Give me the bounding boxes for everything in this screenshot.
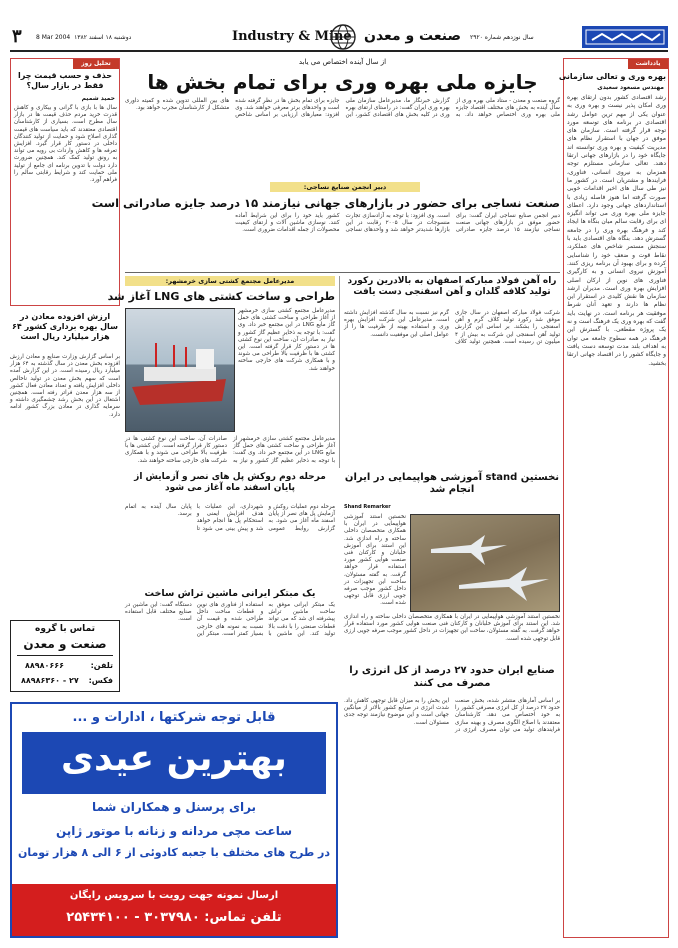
editorial-column (558, 58, 669, 938)
analysis-text: سال ها با بازی با گرانی و بیکاری و کاهش قدرت خرید مردم حذف قیمت ها در بازار سال مطرح است. بسیاری از کارشناسان اقتصادی معتقدند که باید سیاست های قیمت گذاری اصلاح شود و حمایت از تولید کنندگان داخلی در دستور کار قرار گیرد. افزایش تعرفه ها و کاهش واردات بی رویه می تواند به رونق تولید کمک کند. همچنین ضرورت دارد دولت با تدوین برنامه ای جامع از تولید ملی حمایت کند و شرایط رقابتی سالم را فراهم آورد. (14, 105, 117, 184)
editorial-headline: بهره وری و تعالی سازمانی (558, 72, 666, 81)
contact-title: تماس با گروه (35, 624, 95, 634)
contact-box (10, 620, 120, 692)
issue-number: سال نوزدهم شماره ۲۹۲۰ (470, 34, 534, 41)
mine-value-text: بر اساس گزارش وزارت صنایع و معادن ارزش افزوده بخش معدن در سال گذشته به ۶۴ هزار میلیارد ریال رسیده است. در این گزارش آمده است که سهم بخش معدن در تولید ناخالص داخلی افزایش یافته و تعداد معادن فعال کشور از سه هزار معدن فراتر رفته است. همچنین اشتغال در این بخش رشد چشمگیری داشته و سرمایه گذاری در معادن بزرگ کشور ادامه دارد. (10, 354, 120, 418)
lng-headline: طراحی و ساخت کشتی های LNG آغاز شد (107, 290, 335, 303)
lng-text-continued: مدیرعامل مجتمع کشتی سازی خرمشهر از آغاز طراحی و ساخت کشتی های حمل گاز مایع LNG در این مجتمع خبر داد. وی گفت: با توجه به ذخایر عظیم گاز کشور و نیاز به صادرات آن، ساخت این نوع کشتی ها در دستور کار قرار گرفته است. این کشتی ها با ظرفیت بالا طراحی می شوند و با همکاری شرکت های خارجی ساخته خواهند شد. (125, 436, 336, 464)
editorial-tag: یادداشت (628, 59, 668, 69)
fax-label: فکس: (88, 676, 113, 685)
newspaper-logo (582, 26, 668, 48)
page-header (10, 22, 668, 52)
energy-headline: صنایع ایران حدود ۲۷ درصد از کل انرژی را مصرف می کنند (349, 665, 555, 689)
steel-headline: راه آهن فولاد مبارکه اصفهان به بالادرین رکورد تولید کلافه گلدان و آهن اسفنجی دست یافت (347, 276, 557, 297)
bridge-text: مرحله دوم عملیات روکش و آزمایش پل های نصر از پایان اسفند ماه آغاز می شود. به گزارش روابط عمومی شهرداری، این عملیات با هدف افزایش ایمنی و استحکام پل ها انجام خواهد شد و پیش بینی می شود تا پایان سال آینده به اتمام برسد. (125, 504, 335, 532)
analysis-headline: حذف و حسب قیمت چرا فقط در بازار سال؟ (18, 71, 112, 90)
fax-value: ۸۸۹۸۶۳۶۰ - ۲۷ (21, 676, 79, 685)
steel-text: شرکت فولاد مبارکه اصفهان در سال جاری موفق شد رکورد تولید کلاف گرم و آهن اسفنجی را بشکند. بر اساس این گزارش تولید آهن اسفنجی این شرکت به بیش از ۴ میلیون تن رسیده است. همچنین تولید کلاف گرم نیز نسبت به سال گذشته افزایش داشته است. مدیرعامل این شرکت افزایش بهره وری و استفاده بهینه از ظرفیت ها را از عوامل اصلی این موفقیت دانست. (344, 310, 560, 345)
main-kicker: از سال آینده اختصاص می یابد (298, 58, 387, 66)
stand-headline: نخستین stand آموزشی هواپیمایی در ایران انجام شد (344, 472, 560, 495)
tel-label: تلفن: (90, 661, 113, 670)
page-number: ۳ (12, 26, 22, 47)
main-headline: جایزه ملی بهره وری برای تمام بخش ها (147, 70, 538, 94)
ad-title: بهترین عیدی (61, 738, 287, 779)
watch-advertisement (10, 702, 338, 938)
header-date: 8 Mar 2004 دوشنبه ۱۸ اسفند ۱۳۸۲ (36, 34, 132, 41)
editorial-text: رشد اقتصادی کشور بدون ارتقای بهره وری امکان پذیر نیست و بهره وری به عنوان یکی از مهم ترین عوامل رشد اقتصادی در برنامه های توسعه مورد توجه قرار گرفته است. سازمان های موفق در جهان با استقرار نظام های مدیریت کیفیت و بهره وری توانسته اند جایگاه خود را در بازارهای جهانی ارتقا دهند. تعالی سازمانی مستلزم توجه همزمان به نیروی انسانی، فناوری، فرایندها و مشتریان است. در کشور ما نیز طی سال های اخیر اقدامات خوبی صورت گرفته اما هنوز فاصله زیادی با استانداردهای جهانی وجود دارد. اعطای جایزه ملی بهره وری می تواند انگیزه ای برای رقابت سالم میان بنگاه ها ایجاد کند و فرهنگ بهره وری را در جامعه گسترش دهد. بنگاه های اقتصادی باید با سنجش مستمر شاخص های عملکرد، نقاط قوت و ضعف خود را شناسایی کرده و برای بهبود آن برنامه ریزی کنند. آموزش نیروی انسانی و به کارگیری فناوری های نوین از ارکان اصلی افزایش بهره وری است. مدیران ارشد سازمان ها نقش کلیدی در استقرار این نظام ها دارند و تعهد آنان شرط موفقیت هر برنامه است. در نهایت باید گفت که بهره وری یک فرهنگ است و نه یک پروژه مقطعی. با گسترش این فرهنگ در همه سطوح جامعه می توان به اهداف بلند مدت توسعه دست یافت و جایگاه کشور را در اقتصاد جهانی ارتقا بخشید. (567, 94, 666, 367)
aircraft-photo (410, 514, 560, 612)
textile-text: دبیر انجمن صنایع نساجی ایران گفت: برای حضور موفق در بازارهای جهانی صنعت نساجی نیازمند ۱۵ درصد جایزه صادراتی است. وی افزود: با توجه به آزادسازی تجارت منسوجات در سال ۲۰۰۵ رقابت در این بازارها شدیدتر خواهد شد و واحدهای نساجی کشور باید خود را برای این شرایط آماده کنند. نوسازی ماشین آلات و ارتقای کیفیت محصولات از جمله اقدامات ضروری است. (235, 213, 560, 234)
analysis-author: حمید شمیم (81, 95, 115, 102)
lng-ship-photo (125, 308, 235, 432)
machine-text: یک مبتکر ایرانی موفق به ساخت ماشین تراش پیشرفته ای شد که می تواند قطعات صنعتی را با دقت بالا تولید کند. این ماشین با استفاده از فناوری های نوین و قطعات ساخت داخل طراحی شده و قیمت آن نسبت به نمونه های خارجی بسیار کمتر است. مبتکر این دستگاه گفت: این ماشین در صنایع مختلف قابل استفاده است. (125, 602, 335, 637)
section-divider (125, 272, 560, 273)
stand-text: نخستین استند آموزشی هواپیمایی در ایران با همکاری متخصصان داخلی ساخته و راه اندازی شد. این استند برای آموزش خلبانان و کارکنان فنی صنعت هوایی کشور مورد استفاده قرار خواهد گرفت. به گفته مسئولان، ساخت این تجهیزات در داخل کشور موجب صرفه جویی ارزی قابل توجهی شده است. (344, 514, 406, 607)
ad-line5: ارسال نمونه جهت رویت با سرویس رایگان (69, 890, 279, 901)
stand-caption: Shand Remarker (344, 504, 391, 510)
analysis-tag: تحلیل روز (73, 59, 119, 69)
lng-text: مدیرعامل مجتمع کشتی سازی خرمشهر از آغاز طراحی و ساخت کشتی های حمل گاز مایع LNG در این مجتمع خبر داد. وی گفت: با توجه به ذخایر عظیم گاز کشور و نیاز به صادرات آن، ساخت این نوع کشتی ها در دستور کار قرار گرفته است. این کشتی ها با ظرفیت بالا طراحی می شوند و با همکاری شرکت های خارجی ساخته خواهند شد. (238, 308, 335, 372)
main-article-text: گروه صنعت و معدن - ستاد ملی بهره وری از سال آینده به بخش های مختلف اقتصاد جایزه ملی بهره وری اختصاص خواهد داد. به گزارش خبرنگار ما، مدیرعامل سازمان ملی بهره وری ایران گفت: در راستای ارتقای بهره وری در کلیه بخش های اقتصادی کشور، این جایزه برای تمام بخش ها در نظر گرفته شده است و واحدهای برتر معرفی خواهند شد. وی افزود: معیارهای ارزیابی بر اساس شاخص های بین المللی تدوین شده و کمیته داوری متشکل از کارشناسان مجرب خواهد بود. (125, 98, 560, 119)
ad-line3: ساعت مچی مردانه و زنانه با موتور ژاپن (55, 824, 292, 838)
lng-kicker: مدیرعامل مجتمع کشتی سازی خرمشهر: (125, 276, 335, 286)
machine-headline: یک مبتکر ایرانی ماشین تراش ساخت (144, 588, 316, 599)
contact-subtitle: صنعت و معدن (23, 637, 107, 651)
textile-kicker: دبیر انجمن صنایع نساجی: (270, 182, 420, 192)
tel-value: ۸۸۹۸۰۶۶۶ (25, 661, 65, 670)
column-rule (339, 276, 340, 468)
section-title-fa: صنعت و معدن (364, 28, 462, 44)
ad-phone: تلفن تماس: ۳۰۳۷۹۸۰ - ۲۵۴۳۴۱۰۰ (66, 910, 282, 925)
analysis-box (10, 58, 120, 306)
contact-divider (17, 655, 113, 656)
ad-line4: در طرح های مختلف با جعبه کادوئی از ۶ الی ۸ هزار تومان (17, 846, 331, 859)
globe-icon (330, 24, 356, 50)
mine-value-headline: ارزش افزوده معادن در سال بهره برداری کشور ۶۴ هزار میلیارد ریال است (12, 312, 118, 341)
ad-line1: قابل توجه شرکتها ، ادارات و ... (72, 710, 276, 725)
section-title-en: Industry & Mine (232, 29, 352, 44)
ad-line2: برای پرسنل و همکاران شما (91, 800, 257, 814)
textile-headline: صنعت نساجی برای حضور در بازارهای جهانی نیازمند ۱۵ درصد جایزه صادراتی است (91, 196, 560, 210)
stand-text-continued: نخستین استند آموزشی هواپیمایی در ایران با همکاری متخصصان داخلی ساخته و راه اندازی شد. این استند برای آموزش خلبانان و کارکنان فنی صنعت هوایی کشور مورد استفاده قرار خواهد گرفت. به گفته مسئولان، ساخت این تجهیزات در داخل کشور موجب صرفه جویی ارزی قابل توجهی شده است. (344, 614, 560, 642)
energy-text: بر اساس آمارهای منتشر شده، بخش صنعت حدود ۲۷ درصد از کل انرژی مصرفی کشور را به خود اختصاص می دهد. کارشناسان معتقدند با اصلاح الگوی مصرف و بهینه سازی فرایندهای تولید می توان مصرف انرژی در این بخش را به میزان قابل توجهی کاهش داد. شدت انرژی در صنایع کشور بالاتر از میانگین جهانی است و این موضوع نیازمند توجه جدی مسئولان است. (344, 698, 560, 733)
bridge-headline: مرحله دوم روکش پل های نصر و آزمایش از پایان اسفند ماه آغاز می شود (134, 472, 326, 493)
editorial-author: مهندس مسعود سعیدی (597, 84, 664, 91)
